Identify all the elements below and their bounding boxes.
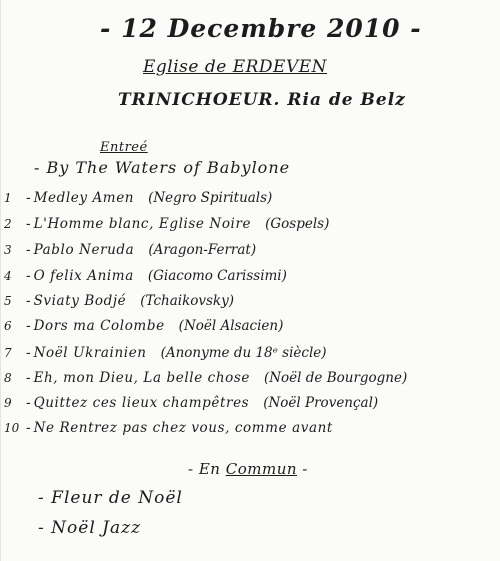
item-number: 3	[4, 243, 12, 257]
item-title: Pablo Neruda	[33, 242, 135, 258]
entree-label: Entreé	[100, 140, 148, 155]
item-title: Medley Amen	[33, 190, 135, 206]
program-item: 5 - Sviaty Bodjé (Tchaikovsky)	[4, 293, 235, 309]
item-composer: (Aragon-Ferrat)	[148, 242, 257, 258]
program-item: 1 - Medley Amen (Negro Spirituals)	[4, 190, 273, 206]
program-item: 8 - Eh, mon Dieu, La belle chose (Noël de Bourgogne)	[4, 370, 408, 386]
item-title: Ne Rentrez pas chez vous, comme avant	[33, 420, 333, 436]
item-number: 4	[4, 269, 12, 283]
church-name: Eglise de ERDEVEN	[143, 57, 328, 77]
program-item: 7 - Noël Ukrainien (Anonyme du 18ᵉ siècle)	[4, 345, 327, 361]
finale-item: - Fleur de Noël	[38, 488, 183, 508]
choir-name: TRINICHOEUR. Ria de Belz	[118, 90, 406, 110]
program-item: 9 - Quittez ces lieux champêtres (Noël Provençal)	[4, 395, 379, 411]
common-word: Commun	[225, 460, 298, 478]
program-item: 2 - L'Homme blanc, Eglise Noire (Gospels)	[4, 216, 330, 232]
item-title: Sviaty Bodjé	[33, 293, 127, 309]
item-composer: (Negro Spirituals)	[148, 190, 273, 206]
concert-date: - 12 Decembre 2010 -	[100, 14, 422, 43]
item-title: Dors ma Colombe	[33, 318, 165, 334]
item-composer: (Anonyme du 18ᵉ siècle)	[160, 345, 327, 361]
item-composer: (Noël Alsacien)	[178, 318, 284, 334]
item-title: Noël Ukrainien	[33, 345, 147, 361]
entree-item: - By The Waters of Babylone	[34, 158, 291, 177]
item-number: 8	[4, 371, 12, 385]
item-number: 1	[4, 191, 12, 205]
program-item: 6 - Dors ma Colombe (Noël Alsacien)	[4, 318, 284, 334]
item-composer: (Gospels)	[265, 216, 330, 232]
item-number: 7	[4, 346, 12, 360]
item-number: 10	[4, 421, 20, 435]
program-item: 10 - Ne Rentrez pas chez vous, comme avant	[4, 420, 333, 436]
item-title: L'Homme blanc, Eglise Noire	[33, 216, 252, 232]
program-item: 4 - O felix Anima (Giacomo Carissimi)	[4, 268, 287, 284]
program-item: 3 - Pablo Neruda (Aragon-Ferrat)	[4, 242, 257, 258]
item-number: 2	[4, 217, 12, 231]
item-composer: (Tchaikovsky)	[140, 293, 235, 309]
item-composer: (Noël Provençal)	[263, 395, 379, 411]
item-title: O felix Anima	[33, 268, 134, 284]
item-composer: (Giacomo Carissimi)	[147, 268, 287, 284]
en-commun-heading: - En Commun -	[188, 460, 308, 478]
item-number: 5	[4, 294, 12, 308]
item-title: Quittez ces lieux champêtres	[33, 395, 250, 411]
item-composer: (Noël de Bourgogne)	[263, 370, 408, 386]
item-number: 9	[4, 396, 12, 410]
finale-item: - Noël Jazz	[38, 518, 142, 538]
item-title: Eh, mon Dieu, La belle chose	[33, 370, 250, 386]
item-number: 6	[4, 319, 12, 333]
